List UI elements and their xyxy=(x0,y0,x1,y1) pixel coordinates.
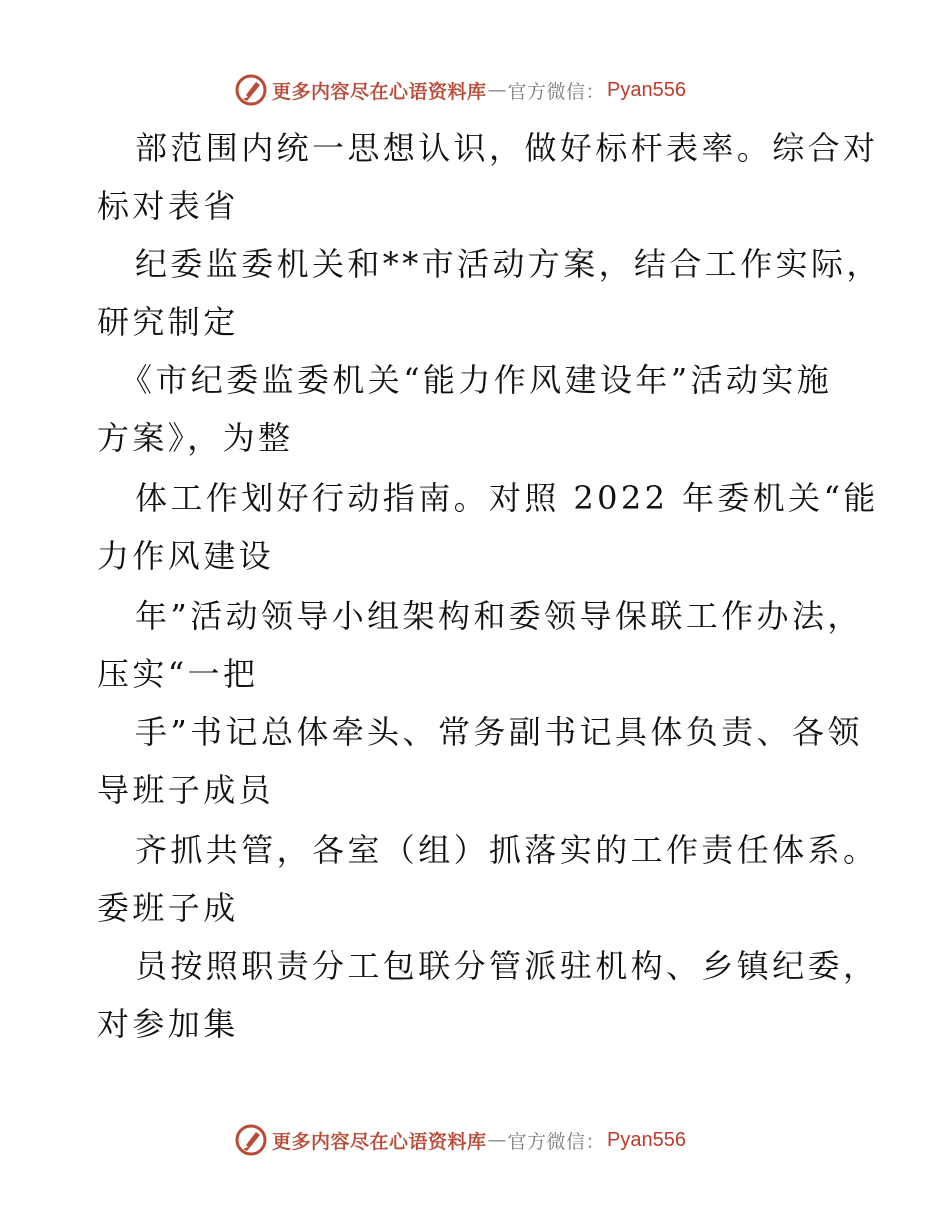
body-line: 年”活动领导小组架构和委领导保联工作办法， xyxy=(135,597,863,635)
body-line: 委班子成 xyxy=(97,889,239,927)
body-line: 标对表省 xyxy=(97,187,239,225)
body-line: 手”书记总体牵头、常务副书记具体负责、各领 xyxy=(135,713,863,751)
footer-wechat-label: 官方微信： xyxy=(507,1130,606,1153)
footer-dash: — xyxy=(487,1129,507,1151)
header-wechat-label: 官方微信： xyxy=(507,80,606,103)
header-wechat-id: Pyan556 xyxy=(607,78,686,101)
body-line: 员按照职责分工包联分管派驻机构、乡镇纪委， xyxy=(135,947,879,985)
body-line: 力作风建设 xyxy=(97,537,275,575)
body-line: 部范围内统一思想认识，做好标杆表率。综合对 xyxy=(135,129,879,167)
body-line: 纪委监委机关和**市活动方案，结合工作实际， xyxy=(135,245,882,283)
quill-pen-logo-icon xyxy=(234,73,268,107)
quill-pen-logo-icon xyxy=(234,1123,268,1157)
body-line: 方案》，为整 xyxy=(97,419,294,457)
body-line: 《市纪委监委机关“能力作风建设年”活动实施 xyxy=(120,361,833,399)
header-banner xyxy=(234,73,686,107)
footer-wechat-id: Pyan556 xyxy=(607,1128,686,1151)
header-promo-text: 更多内容尽在心语资料库 xyxy=(272,80,487,103)
body-line: 研究制定 xyxy=(97,303,239,341)
footer-promo-text: 更多内容尽在心语资料库 xyxy=(272,1130,487,1153)
body-line: 体工作划好行动指南。对照 2022 年委机关“能 xyxy=(135,479,879,517)
footer-banner xyxy=(234,1123,686,1157)
body-line: 压实“一把 xyxy=(97,655,259,693)
body-line: 齐抓共管，各室（组）抓落实的工作责任体系。 xyxy=(135,831,879,869)
body-line: 导班子成员 xyxy=(97,771,275,809)
body-line: 对参加集 xyxy=(97,1005,239,1043)
header-dash: — xyxy=(487,79,507,101)
